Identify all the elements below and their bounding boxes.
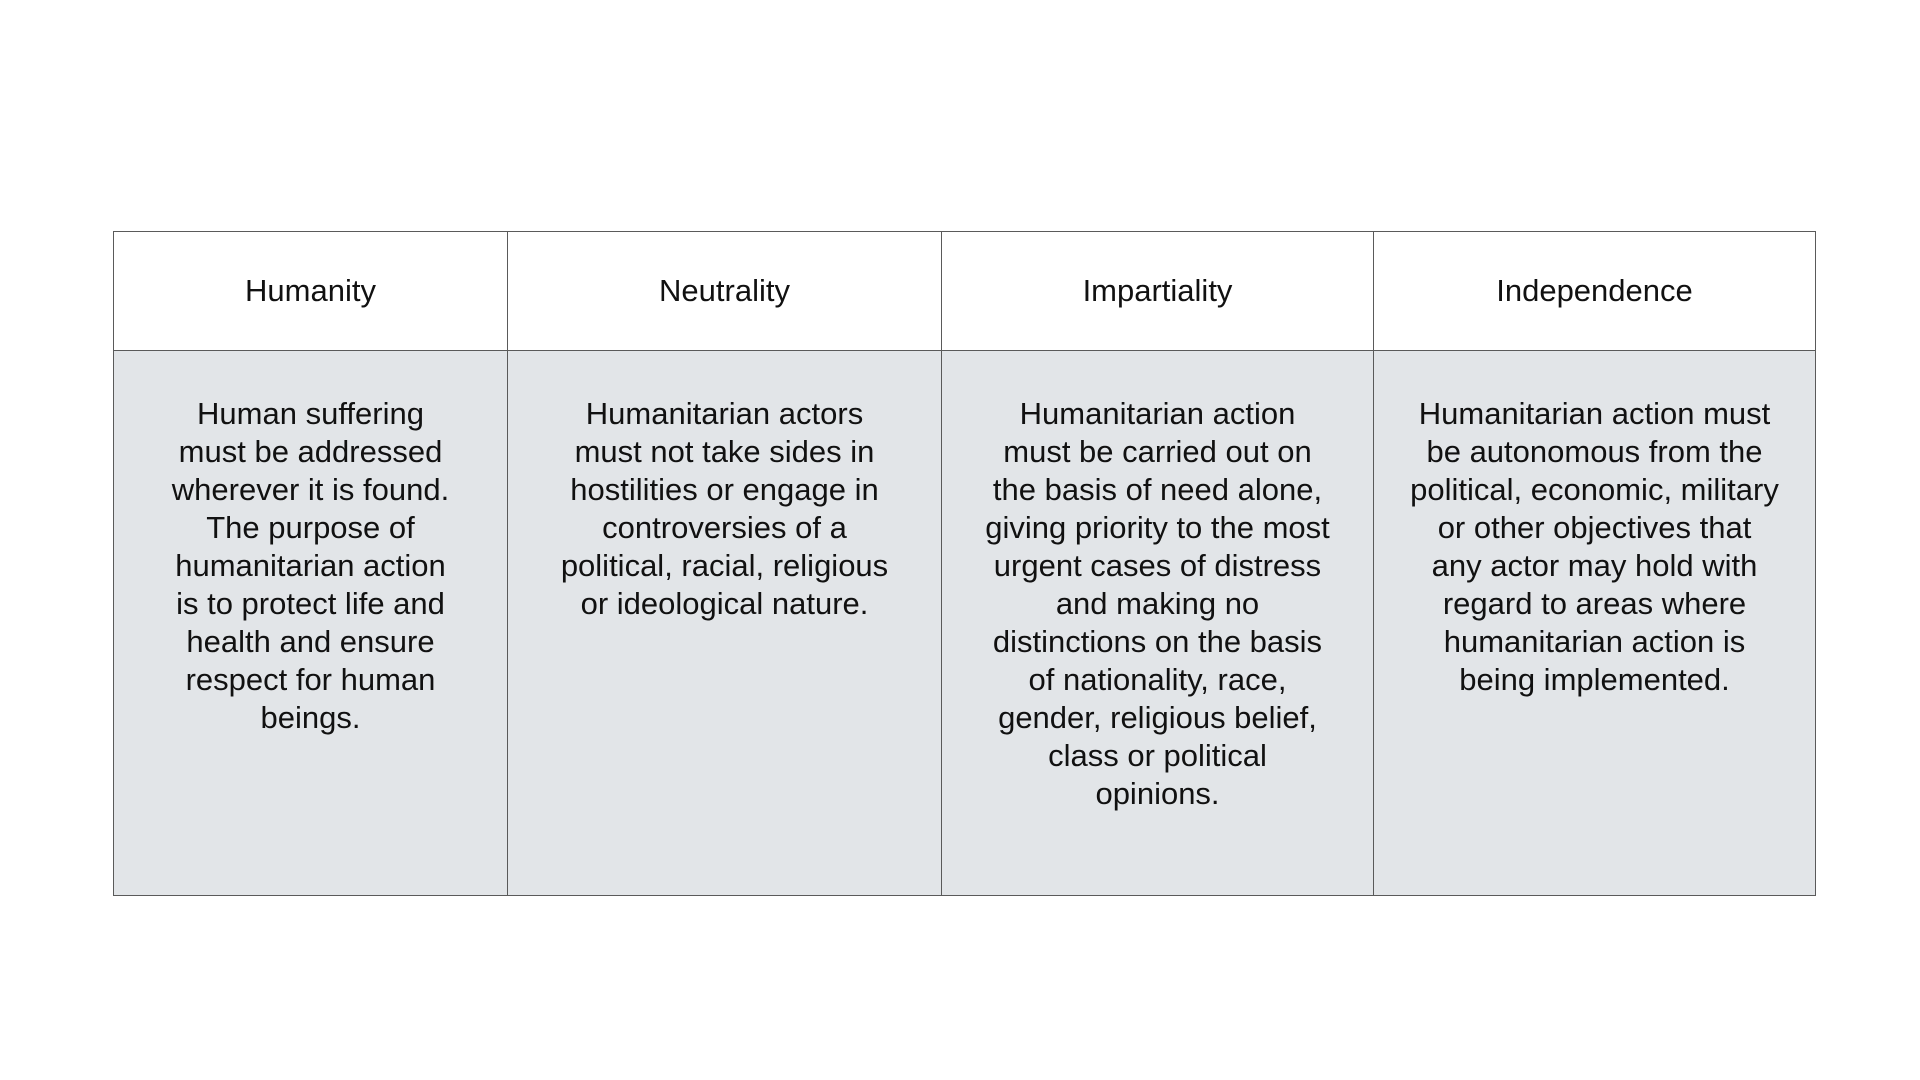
heading-humanity: Humanity — [114, 232, 508, 351]
heading-impartiality: Impartiality — [942, 232, 1374, 351]
cell-independence — [1374, 351, 1816, 896]
description-row — [114, 351, 1816, 896]
principles-table — [113, 231, 1816, 896]
description-impartiality: Humanitarian action must be carried out on the basis of need alone, giving priority to the most urgent cases of distress and making no distinctions on the basis of nationality, race, gender, religious belief, class or political opinions. — [985, 396, 1330, 811]
description-neutrality: Humanitarian actors must not take sides in hostilities or engage in controversies of a political, racial, religious or ideological nature. — [560, 396, 889, 621]
cell-humanity — [114, 351, 508, 896]
heading-neutrality: Neutrality — [508, 232, 942, 351]
cell-neutrality — [508, 351, 942, 896]
description-independence: Humanitarian action must be autonomous from the political, economic, military or other objectives that any actor may hold with regard to areas where humanitarian action is being implemented. — [1410, 396, 1779, 697]
heading-independence: Independence — [1374, 232, 1816, 351]
description-humanity: Human suffering must be addressed wherever it is found. The purpose of humanitarian action is to protect life and health and ensure respect for human beings. — [171, 396, 450, 735]
cell-impartiality — [942, 351, 1374, 896]
table-body — [114, 351, 1816, 896]
header-row — [114, 232, 1816, 351]
table-header — [114, 232, 1816, 351]
